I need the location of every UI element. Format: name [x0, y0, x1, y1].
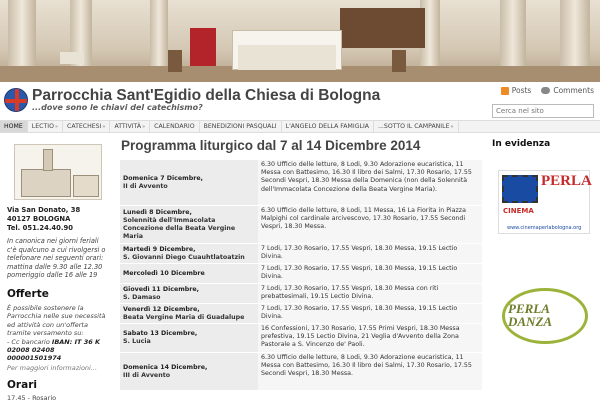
nav-calendario[interactable]: CALENDARIO	[150, 121, 199, 132]
posts-feed-link[interactable]	[501, 86, 532, 95]
site-tagline: ...dove sono le chiavi del catechismo?	[32, 103, 203, 112]
perla-danza-label: PERLA DANZA	[508, 301, 553, 329]
right-sidebar	[488, 134, 600, 400]
cinema-label: CINEMA	[503, 207, 534, 215]
table-row: Mercoledì 10 Dicembre 7 Lodi, 17.30 Rosario, 17.55 Vespri, 18.30 Messa, 19.15 Lectio Divina.	[120, 264, 482, 284]
nav-home[interactable]: HOME	[0, 121, 28, 132]
iban-text: IBAN: IT 36 K 02008 02408 000001501974	[7, 337, 101, 363]
cinema-perla-banner[interactable]	[498, 170, 590, 234]
table-row: Sabato 13 Dicembre, S. Lucia 16 Confessioni, 17.30 Rosario, 17.55 Primi Vespri, 18.30 Messa prefestiva, 19.15 Lectio Divina, 21 Veglia d'Avvento della Zona Pastorale a S. Vincenzo de' Paoli.	[120, 324, 482, 353]
posts-label: Posts	[511, 86, 532, 95]
nav-lectio[interactable]: LECTIO »	[28, 121, 63, 132]
nav-catechesi[interactable]: CATECHESI »	[63, 121, 110, 132]
more-info-link[interactable]: Per maggiori informazioni...	[7, 364, 98, 372]
parish-logo-icon[interactable]	[4, 88, 28, 112]
left-sidebar	[0, 134, 112, 400]
search-input[interactable]	[492, 104, 594, 118]
submenu-arrow-icon: »	[102, 123, 106, 130]
feed-links	[501, 86, 594, 95]
comments-feed-link[interactable]	[541, 86, 594, 95]
film-reel-icon	[502, 175, 538, 203]
main-content	[112, 134, 486, 400]
office-hours-note: In canonica nei giorni feriali c'è qualcuno a cui rivolgersi o telefonare nei seguenti orari: mattina dalle 9.30 alle 12.30 pomeriggio dalle 16 alle 19	[7, 237, 106, 280]
submenu-arrow-icon: »	[142, 123, 146, 130]
liturgical-schedule-table	[120, 160, 482, 391]
comment-bubble-icon	[541, 87, 550, 94]
table-row: Venerdì 12 Dicembre, Beata Vergine Maria di Guadalupe 7 Lodi, 17.30 Rosario, 17.55 Vespri, 18.30 Messa, 19.15 Lectio Divina.	[120, 304, 482, 324]
in-evidenza-heading: In evidenza	[492, 139, 551, 149]
nav-attivita[interactable]: ATTIVITÀ »	[110, 121, 150, 132]
parish-address: Via San Donato, 38 40127 BOLOGNA Tel. 051.24.40.90	[7, 206, 81, 232]
header-banner-image	[0, 0, 600, 82]
offerte-text: È possibile sostenere la Parrocchia nelle sue necessità ed attività con un'offerta tramite versamento su: - Cc bancario IBAN: IT 36 K 02008 02408 000001501974	[7, 304, 106, 363]
table-row: Lunedì 8 Dicembre, Solennità dell'Immacolata Concezione della Beata Vergine Maria 6.30 Ufficio delle letture, 8 Lodi, 11 Messa, 16 La Fiorita in Piazza Malpighi col cardinale arcivescovo, 17.30 Rosario, 17.55 Secondi Vespri, 18.30 Messa.	[120, 206, 482, 244]
nav-angelo-famiglia[interactable]: L'ANGELO DELLA FAMIGLIA	[282, 121, 374, 132]
submenu-arrow-icon: »	[450, 123, 454, 130]
table-row: Martedì 9 Dicembre, S. Giovanni Diego Cuauhtlatoatzin 7 Lodi, 17.30 Rosario, 17.55 Vespri, 18.30 Messa, 19.15 Lectio Divina.	[120, 244, 482, 264]
comments-label: Comments	[553, 86, 594, 95]
rss-icon	[501, 87, 509, 95]
orari-first-line: 17.45 - Rosario	[7, 394, 57, 400]
perla-danza-banner[interactable]	[502, 284, 588, 346]
main-nav	[0, 120, 600, 133]
site-title[interactable]: Parrocchia Sant'Egidio della Chiesa di Bologna	[32, 87, 381, 104]
nav-benedizioni-pasquali[interactable]: BENEDIZIONI PASQUALI	[200, 121, 282, 132]
church-drawing-image	[14, 144, 102, 200]
orari-heading: Orari	[7, 379, 37, 391]
cinema-perla-name: PERLA	[541, 173, 592, 189]
cinema-url: www.cinemaperlabologna.org	[507, 225, 582, 231]
nav-sotto-il-campanile[interactable]: ...SOTTO IL CAMPANILE »	[374, 121, 459, 132]
offerte-heading: Offerte	[7, 288, 49, 300]
table-row: Domenica 7 Dicembre, II di Avvento 6.30 Ufficio delle letture, 8 Lodi, 9.30 Adorazione eucaristica, 11 Messa con Battesimo, 16.30 Il libro dei Salmi, 17.30 Rosario, 17.55 Secondi Vespri, 18.30 Messa della Domenica (non della Solennità dell'Immacolata Concezione della Beata Vergine Maria).	[120, 160, 482, 206]
table-row: Giovedì 11 Dicembre, S. Damaso 7 Lodi, 17.30 Rosario, 17.55 Vespri, 18.30 Messa con riti prebattesimali, 19.15 Lectio Divina.	[120, 284, 482, 304]
submenu-arrow-icon: »	[54, 123, 58, 130]
page-title: Programma liturgico dal 7 al 14 Dicembre 2014	[121, 138, 421, 153]
table-row: Domenica 14 Dicembre, III di Avvento 6.30 Ufficio delle letture, 8 Lodi, 9.30 Adorazione eucaristica, 11 Messa con Battesimo, 16.30 Il libro dei Salmi, 17.30 Rosario, 17.55 Secondi Vespri, 18.30 Messa.	[120, 353, 482, 391]
